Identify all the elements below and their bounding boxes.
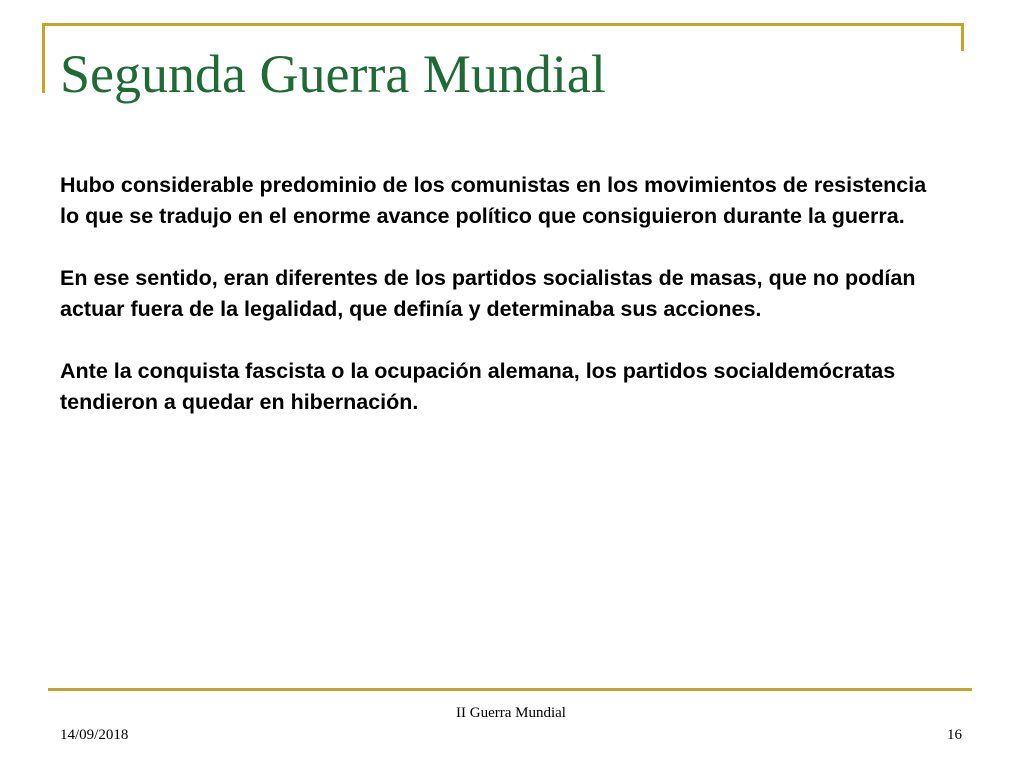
frame-right-line — [961, 23, 964, 51]
paragraph-2: En ese sentido, eran diferentes de los partidos socialistas de masas, que no podían actuar fuera de la legalidad, que definía y determinaba sus acciones. — [60, 266, 916, 321]
page-number: 16 — [947, 727, 962, 743]
frame-left-line — [42, 23, 45, 93]
footer-divider — [48, 688, 972, 691]
paragraph-3: Ante la conquista fascista o la ocupación alemana, los partidos socialdemócratas tendieron a quedar en hibernación. — [60, 359, 896, 414]
frame-top-line — [42, 23, 964, 26]
slide-title: Segunda Guerra Mundial — [60, 44, 606, 104]
footer-title — [0, 705, 1024, 722]
slide-body — [60, 170, 940, 449]
paragraph-1: Hubo considerable predominio de los comunistas en los movimientos de resistencia lo que se tradujo en el enorme avance político que consiguieron durante la guerra. — [60, 173, 927, 228]
footer-title-text: II Guerra Mundial — [456, 705, 566, 721]
footer-date: 14/09/2018 — [60, 727, 129, 743]
